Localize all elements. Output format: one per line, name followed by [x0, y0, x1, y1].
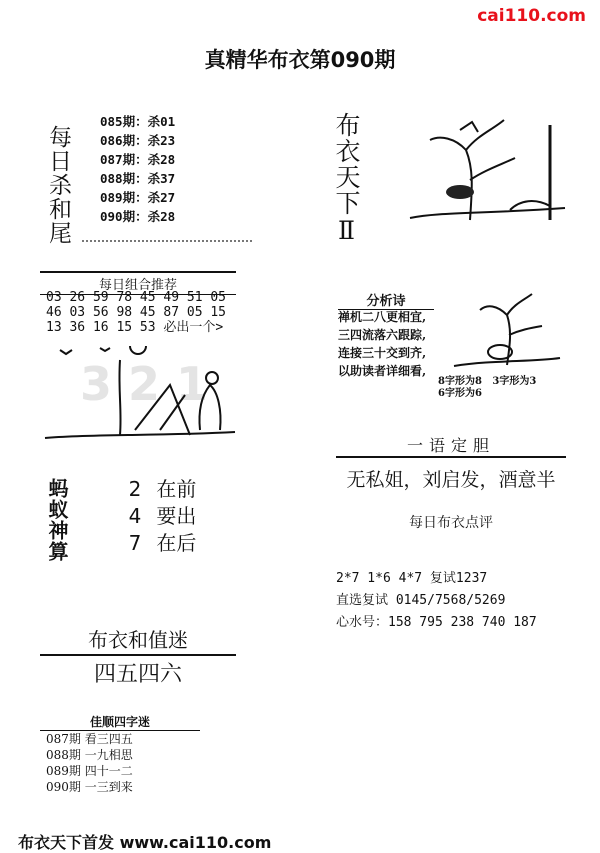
tree-illustration — [400, 110, 570, 230]
list-item: 085期：杀01 — [100, 114, 176, 129]
list-item: 087期 看三四五 — [46, 732, 133, 746]
daily-comment-lines — [336, 568, 537, 634]
poem-line: 连接三十交到齐, — [338, 346, 427, 360]
riddle-answer: 四五四六 — [40, 654, 236, 688]
svg-text:3 2 1: 3 2 1 — [80, 357, 209, 411]
shape-note: 8字形为8 — [438, 376, 482, 387]
tail-section-heading: 每日杀和尾 — [45, 125, 71, 245]
mayi-shensuan-rows — [120, 476, 196, 557]
poem-line: 禅机二八更相宜, — [338, 310, 427, 324]
footer: 布衣天下首发 www.cai110.com — [18, 833, 272, 852]
riddle-heading: 布衣和值迷 — [88, 628, 188, 652]
divider — [82, 240, 252, 242]
daily-comment-heading: 每日布衣点评 — [409, 515, 493, 531]
shape-note: 6字形为6 — [438, 388, 482, 399]
comment-line: 心水号：158 795 238 740 187 — [336, 615, 537, 630]
analysis-poem-heading: 分析诗 — [338, 290, 434, 310]
list-item: 089期：杀27 — [100, 190, 176, 205]
analysis-poem — [338, 308, 426, 380]
list-item: 4 要出 — [128, 504, 197, 528]
page-title: 真精华布衣第090期 — [204, 48, 396, 72]
list-item: 087期：杀28 — [100, 152, 176, 167]
poem-line: 以助读者详细看, — [338, 364, 427, 378]
tree-small-illustration — [452, 290, 562, 370]
yiyu-dingdan-line: 无私姐，刘启发，酒意半 — [346, 469, 556, 491]
comment-line: 2*7 1*6 4*7 复试1237 — [336, 571, 488, 586]
four-char-riddle-heading: 佳顺四字迷 — [40, 713, 200, 731]
poem-line: 三四流落六跟踪, — [338, 328, 427, 342]
list-item: 086期：杀23 — [100, 133, 176, 148]
buyi-tianxia-label: 布衣天下Ⅱ — [332, 112, 361, 246]
combo-row: 46 03 56 98 45 87 05 15 — [46, 305, 227, 320]
mayi-shensuan-heading: 蚂蚁神算 — [45, 478, 69, 562]
list-item: 090期 一三到来 — [46, 780, 133, 794]
list-item: 2 在前 — [128, 477, 197, 501]
list-item: 089期 四十一二 — [46, 764, 133, 778]
shape-notes — [438, 376, 536, 400]
four-char-riddle-rows — [46, 731, 133, 795]
list-item: 088期：杀37 — [100, 171, 176, 186]
combo-section-rows — [46, 290, 226, 335]
campfire-illustration — [40, 340, 240, 445]
combo-section-heading: 每日组合推荐 — [40, 271, 236, 295]
shape-note: 3字形为3 — [492, 376, 537, 387]
yiyu-dingdan-heading: 一语定胆 — [336, 433, 566, 458]
list-item: 088期 一九相思 — [46, 748, 133, 762]
combo-row: 03 26 59 78 45 49 51 05 — [46, 290, 227, 305]
combo-row: 13 36 16 15 53 必出一个> — [46, 320, 224, 335]
list-item: 090期：杀28 — [100, 209, 176, 224]
site-logo[interactable]: cai110.com — [477, 6, 586, 26]
tail-section-list — [100, 112, 175, 226]
list-item: 7 在后 — [128, 531, 197, 555]
comment-line: 直选复试 0145/7568/5269 — [336, 593, 506, 608]
